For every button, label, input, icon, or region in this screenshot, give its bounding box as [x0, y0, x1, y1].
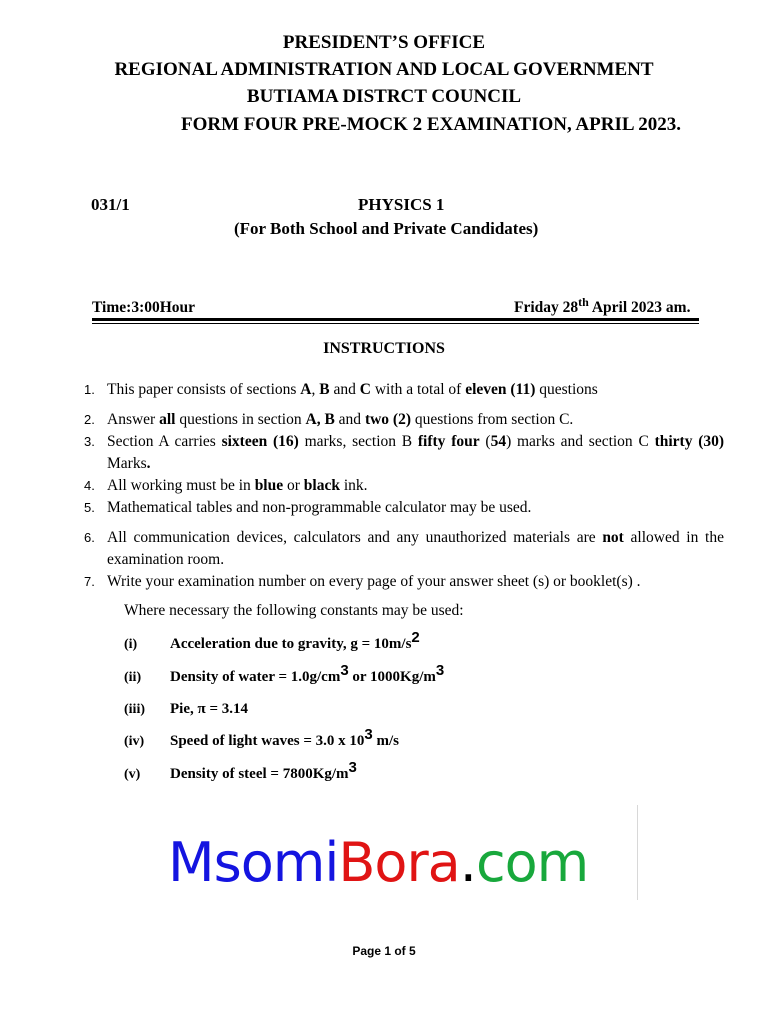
logo-divider [637, 805, 638, 900]
instruction-text: sixteen (16) [221, 433, 299, 450]
instruction-text: questions from section C. [411, 411, 574, 428]
constant-superscript: 3 [348, 759, 357, 776]
header-council: BUTIAMA DISTRCT COUNCIL [246, 86, 522, 107]
logo-dot: . [459, 831, 476, 894]
instruction-text: with a total of [370, 381, 466, 398]
instruction-item [84, 527, 724, 571]
header-office: PRESIDENT’S OFFICE [282, 32, 486, 53]
instruction-text: and [329, 381, 360, 398]
header-regional-admin: REGIONAL ADMINISTRATION AND LOCAL GOVERNMENT [114, 59, 654, 80]
instruction-text: , [311, 381, 320, 398]
instruction-text: C [359, 381, 371, 398]
exam-duration: Time:3:00Hour [92, 299, 196, 316]
constant-text-tail: or 1000Kg/m [348, 669, 436, 685]
constant-text: Acceleration due to gravity, g = 10m/s [170, 636, 412, 652]
instruction-item [84, 379, 724, 401]
constant-number: (iv) [124, 734, 145, 749]
instruction-text: A, B [305, 411, 335, 428]
constant-number: (i) [124, 637, 138, 652]
instruction-text: Section A carries [107, 433, 222, 450]
instruction-text: eleven (11) [465, 381, 536, 398]
constant-text-tail: = 3.14 [205, 701, 249, 717]
instruction-text: B [319, 381, 330, 398]
instruction-item [84, 409, 724, 431]
instruction-text: two (2) [364, 411, 411, 428]
instruction-text: questions in section [175, 411, 306, 428]
constant-text: Density of steel = 7800Kg/m [170, 766, 349, 782]
instruction-text: questions [535, 381, 598, 398]
instruction-number: 5. [84, 500, 95, 515]
logo-bora: Bora [338, 831, 460, 894]
instruction-text: A [300, 381, 312, 398]
logo-com: com [475, 831, 589, 894]
instruction-text: Marks [107, 455, 147, 472]
page-number: Page 1 of 5 [352, 944, 416, 958]
paper-candidates: (For Both School and Private Candidates) [234, 219, 539, 238]
exam-date [514, 294, 691, 317]
instruction-text: thirty (30) [654, 433, 725, 450]
instruction-text: and [334, 411, 365, 428]
paper-subject: PHYSICS 1 [358, 195, 445, 214]
constant-item [124, 662, 445, 686]
instruction-number: 2. [84, 412, 95, 427]
instructions-title: INSTRUCTIONS [323, 340, 445, 357]
instruction-text: All communication devices, calculators and any unauthorized materials are [107, 529, 603, 546]
constant-number: (v) [124, 767, 141, 782]
header-exam-title: FORM FOUR PRE-MOCK 2 EXAMINATION, APRIL 2023. [181, 114, 681, 135]
constant-text: Speed of light waves = 3.0 x 10 [170, 733, 365, 749]
constant-text: Pie, [170, 701, 198, 717]
constant-item [124, 759, 357, 783]
instruction-text: This paper consists of sections [107, 381, 301, 398]
constant-superscript: 2 [411, 629, 420, 646]
instruction-text: all [159, 411, 176, 428]
instruction-number: 7. [84, 574, 95, 589]
constant-superscript: 3 [435, 662, 445, 679]
constant-text: Density of water = 1.0g/cm [170, 669, 341, 685]
constant-text-tail: π [197, 701, 206, 717]
instruction-text: fifty four [417, 433, 480, 450]
instruction-number: 3. [84, 434, 95, 449]
instruction-number: 6. [84, 530, 95, 545]
constant-superscript: 3 [340, 662, 349, 679]
exam-date-rest: April 2023 am. [588, 299, 691, 316]
constant-superscript: 3 [364, 726, 373, 743]
instruction-text: not [602, 529, 624, 546]
constant-item [124, 726, 399, 750]
instructions-list [84, 379, 724, 593]
instruction-text: Mathematical tables and non-programmable calculator may be used. [107, 499, 532, 516]
exam-date-ordinal: th [578, 294, 589, 309]
constant-text-tail: m/s [372, 733, 399, 749]
constant-item [124, 701, 248, 718]
constant-number: (ii) [124, 670, 142, 685]
instruction-text: Write your examination number on every page of your answer sheet (s) or booklet(s) . [107, 573, 641, 590]
instruction-text: 54 [490, 433, 507, 450]
instruction-number: 1. [84, 382, 95, 397]
exam-date-day: Friday 28 [514, 299, 579, 316]
constants-intro: Where necessary the following constants may be used: [124, 602, 464, 619]
constant-item [124, 629, 420, 653]
instruction-item [84, 571, 724, 593]
instruction-text: blue [254, 477, 284, 494]
instruction-item [84, 497, 724, 519]
divider-thin [92, 323, 699, 324]
instruction-text: black [303, 477, 340, 494]
instruction-text: . [146, 455, 151, 472]
instruction-text: All working must be in [107, 477, 255, 494]
instruction-text: Answer [107, 411, 160, 428]
divider-thick [92, 318, 699, 321]
instruction-text: or [283, 477, 304, 494]
msomibora-logo [168, 830, 588, 896]
instruction-item [84, 475, 724, 497]
constant-number: (iii) [124, 702, 145, 717]
instruction-text: ( [479, 433, 491, 450]
instruction-text: marks, section B [298, 433, 418, 450]
paper-code: 031/1 [91, 195, 130, 214]
instruction-text: ink. [339, 477, 368, 494]
instruction-text: allowed in the examination room. [107, 529, 724, 568]
instruction-text: ) marks and section C [506, 433, 655, 450]
instruction-number: 4. [84, 478, 95, 493]
logo-msomi: Msomi [168, 831, 339, 894]
instruction-item [84, 431, 724, 475]
